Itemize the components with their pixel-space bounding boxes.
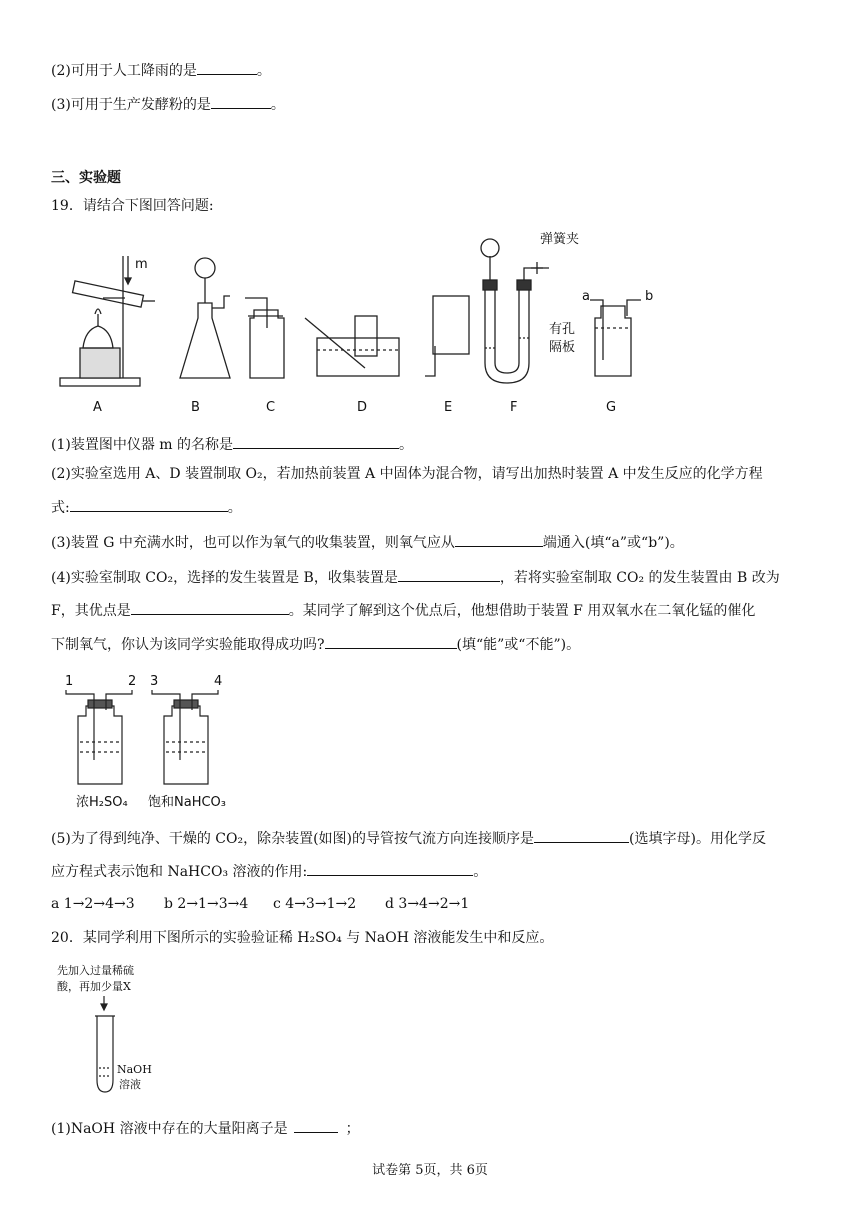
q20-stem: 20．某同学利用下图所示的实验验证稀 H₂SO₄ 与 NaOH 溶液能发生中和反应。 [51, 930, 554, 946]
bottle-right [152, 690, 218, 784]
label-A: A [93, 400, 102, 415]
label-B: B [191, 400, 200, 415]
port-2-label: 2 [128, 674, 137, 689]
q19-part5-line1: (5)为了得到纯净、干燥的 CO₂，除杂装置(如图)的导管按气流方向连接顺序是 (选填字母)。用化学反 [51, 828, 766, 849]
option-a[interactable]: a 1→2→4→3 [51, 896, 135, 912]
label-perforated: 有孔 [549, 322, 576, 337]
apparatus-F [481, 239, 549, 383]
label-partition: 隔板 [549, 340, 576, 355]
q19-part1: (1)装置图中仪器 m 的名称是 。 [51, 434, 413, 455]
q19-part4-line1: (4)实验室制取 CO₂，选择的发生装置是 B，收集装置是 ，若将实验室制取 CO₂ 的发生装置由 B 改为 [51, 567, 780, 588]
apparatus-A [60, 256, 155, 386]
port-1-label: 1 [65, 674, 74, 689]
naoh-label: NaOH [117, 1063, 152, 1076]
label-b: b [645, 289, 654, 304]
answer-blank[interactable] [307, 861, 473, 876]
q19-part2-line1: (2)实验室选用 A、D 装置制取 O₂，若加热前装置 A 中固体为混合物，请写出加热时装置 A 中发生反应的化学方程 [51, 466, 763, 482]
q20-part1: (1)NaOH 溶液中存在的大量阳离子是 ； [51, 1118, 360, 1139]
test-tube [97, 1016, 113, 1092]
test-tube-figure [55, 960, 195, 1100]
apparatus-figure [55, 228, 675, 418]
apparatus-G [590, 300, 641, 376]
port-4-label: 4 [214, 674, 223, 689]
port-3-label: 3 [150, 674, 159, 689]
answer-blank[interactable] [197, 60, 257, 75]
label-D: D [357, 400, 368, 415]
label-F: F [510, 400, 518, 415]
q19-part3: (3)装置 G 中充满水时，也可以作为氧气的收集装置，则氧气应从 端通入(填“a”或“b”)。 [51, 532, 684, 553]
label-spring-clip: 弹簧夹 [540, 232, 580, 247]
answer-blank[interactable] [455, 532, 543, 547]
apparatus-D [305, 316, 399, 376]
answer-blank[interactable] [534, 828, 629, 843]
q19-part5-line2: 应方程式表示饱和 NaHCO₃ 溶液的作用: 。 [51, 861, 487, 882]
answer-blank[interactable] [325, 634, 457, 649]
option-d[interactable]: d 3→4→2→1 [385, 896, 470, 912]
q19-options [51, 894, 469, 914]
label-a: a [582, 289, 590, 304]
q18-part3: (3)可用于生产发酵粉的是 。 [51, 94, 285, 115]
instruction-line1: 先加入过量稀硫 [57, 964, 134, 977]
answer-blank[interactable] [233, 434, 399, 449]
page-footer: 试卷第 5页，共 6页 [372, 1163, 488, 1178]
answer-blank[interactable] [70, 497, 228, 512]
answer-blank[interactable] [294, 1118, 338, 1133]
section-title: 三、实验题 [51, 170, 121, 186]
saturated-nahco3-label: 饱和NaHCO₃ [148, 795, 226, 810]
label-C: C [266, 400, 276, 415]
apparatus-B [180, 258, 230, 378]
instruction-line2: 酸，再加少量X [57, 980, 131, 993]
solution-label: 溶液 [119, 1078, 141, 1091]
label-E: E [444, 400, 453, 415]
conc-h2so4-label: 浓H₂SO₄ [76, 795, 128, 810]
q19-part4-line2: F，其优点是 。某同学了解到这个优点后，他想借助于装置 F 用双氧水在二氧化锰的催化 [51, 600, 755, 621]
answer-blank[interactable] [211, 94, 271, 109]
label-m: m [135, 257, 148, 272]
option-b[interactable]: b 2→1→3→4 [164, 896, 249, 912]
q18-part2: (2)可用于人工降雨的是 。 [51, 60, 271, 81]
option-c[interactable]: c 4→3→1→2 [273, 896, 357, 912]
bottle-left [66, 690, 132, 784]
answer-blank[interactable] [131, 600, 289, 615]
washing-bottles-figure [62, 672, 242, 814]
q19-stem: 19．请结合下图回答问题: [51, 198, 214, 214]
label-G: G [606, 400, 617, 415]
down-arrow-icon [101, 1004, 107, 1010]
q19-part2-line2: 式: 。 [51, 497, 242, 518]
apparatus-C [245, 298, 284, 378]
q19-part4-line3: 下制氧气，你认为该同学实验能取得成功吗? (填“能”或“不能”)。 [51, 634, 580, 655]
answer-blank[interactable] [398, 567, 500, 582]
apparatus-E [425, 296, 469, 376]
